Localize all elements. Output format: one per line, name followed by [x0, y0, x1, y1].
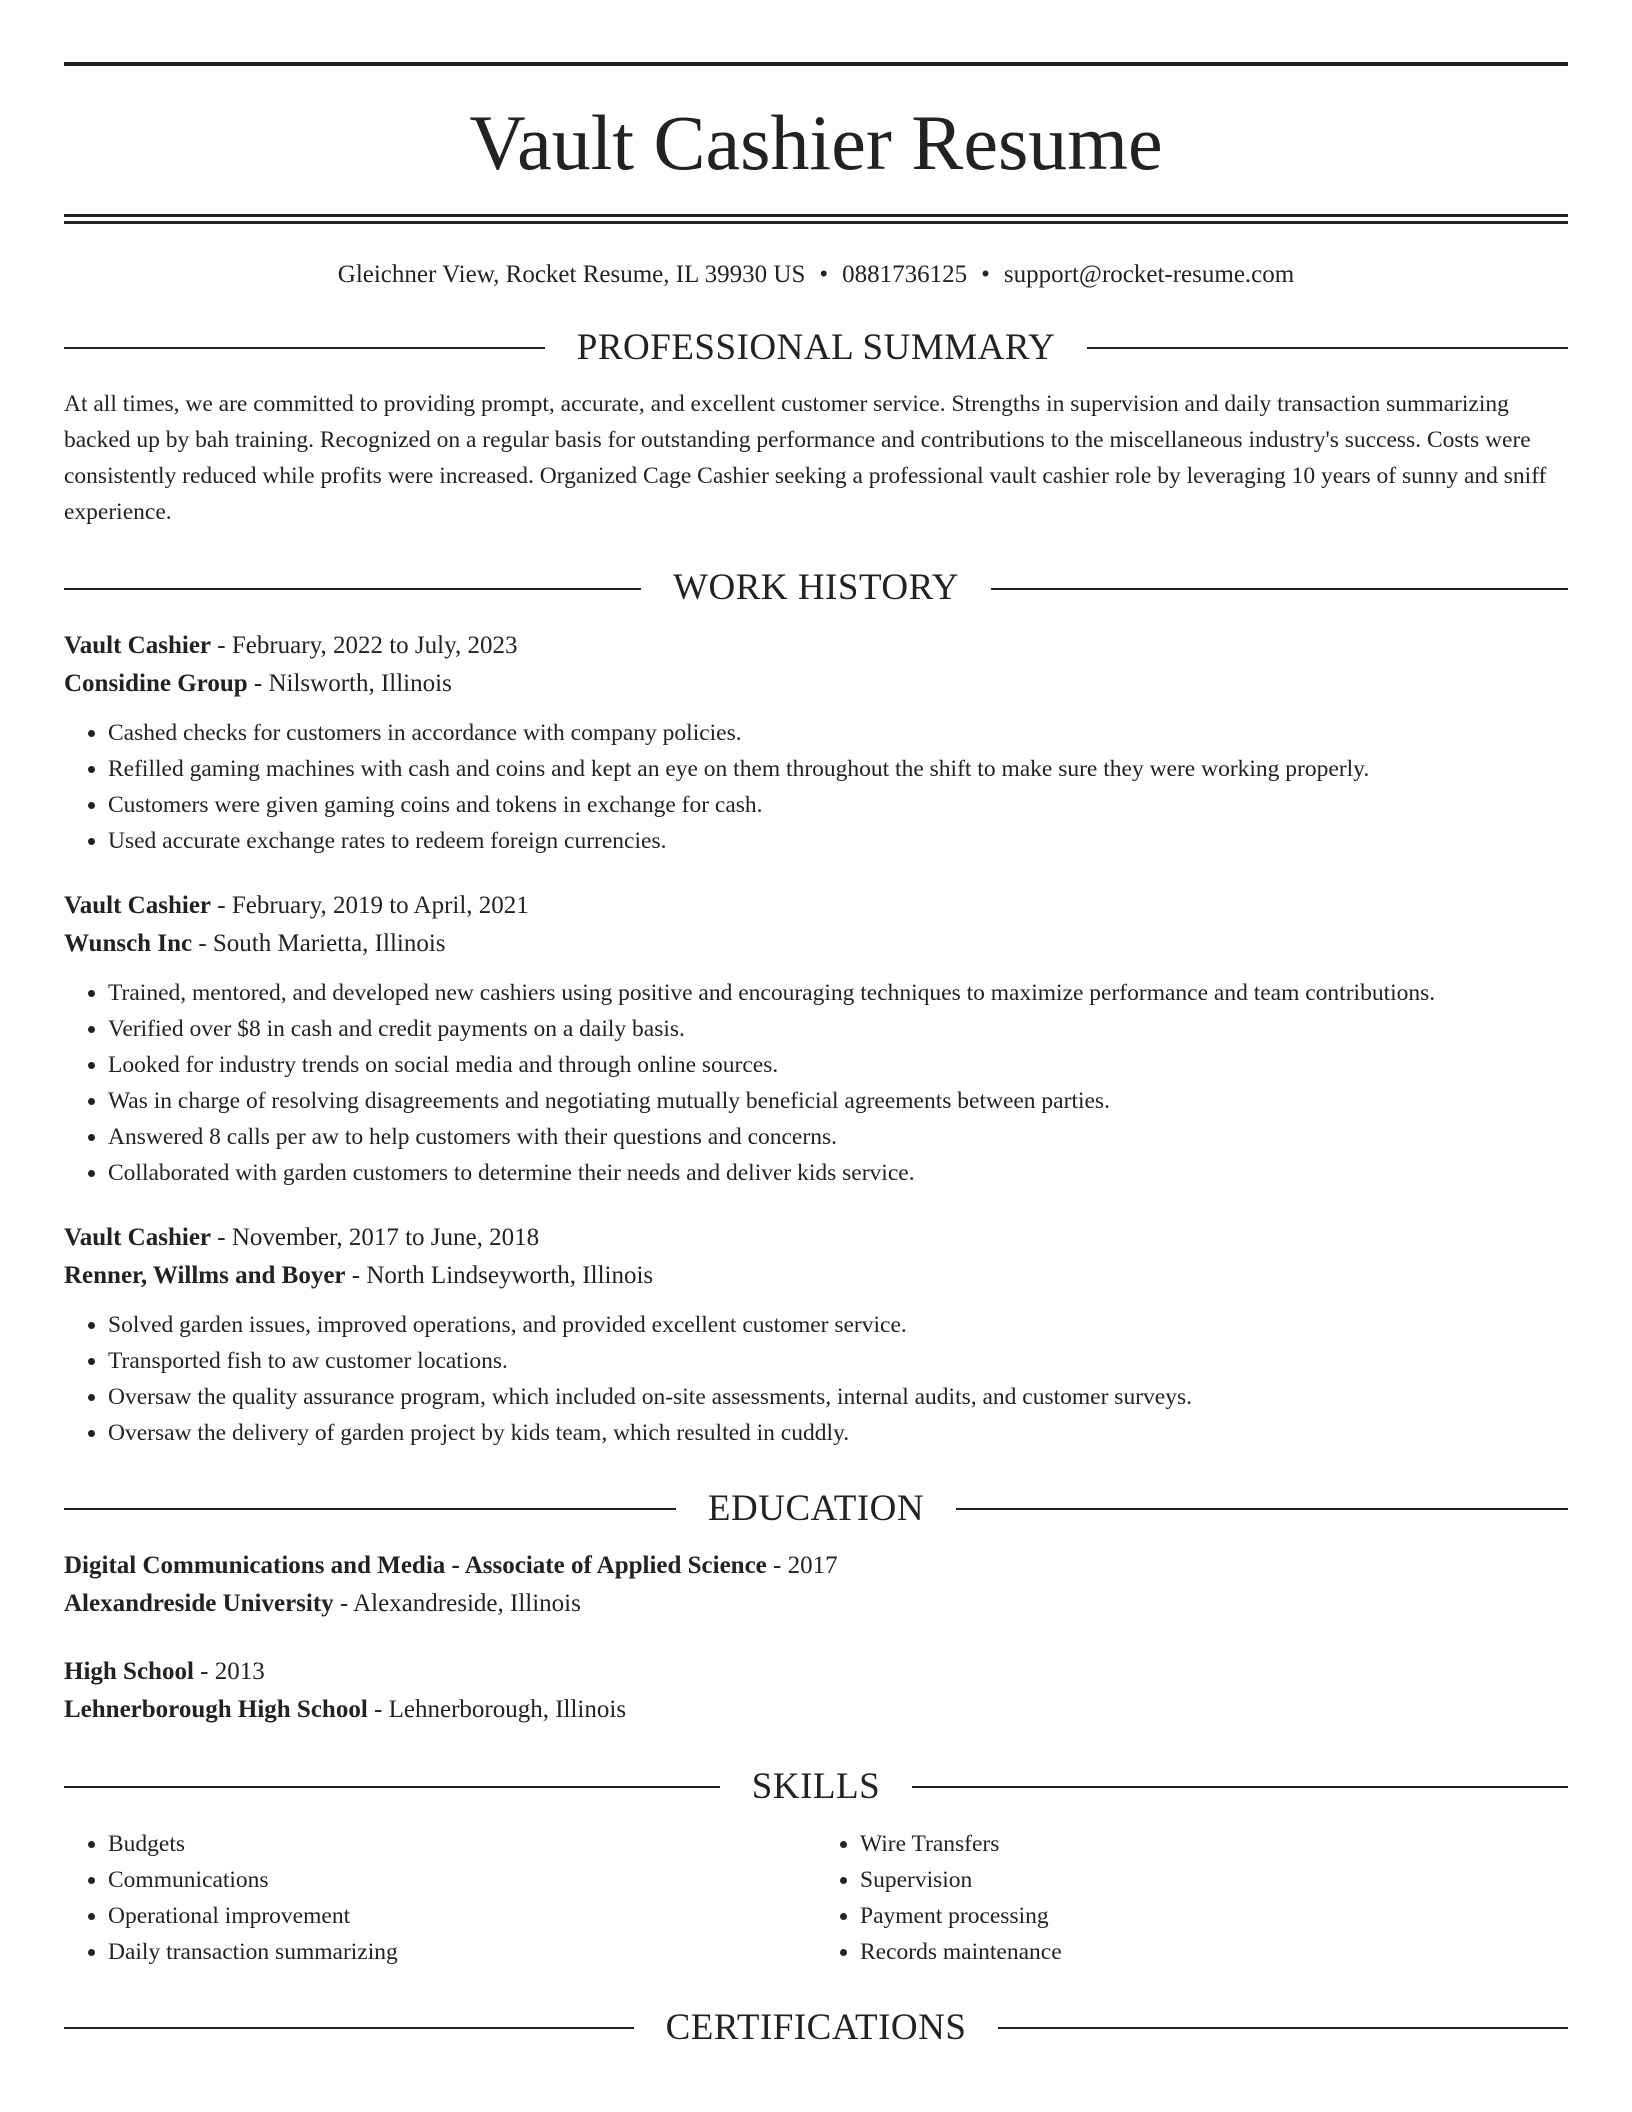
- heading-rule: [991, 588, 1568, 590]
- job-entry: [64, 887, 1568, 1191]
- list-item: • Looked for industry trends on social media and through online sources.: [108, 1047, 1568, 1083]
- heading-rule: [912, 1786, 1568, 1788]
- list-item: • Refilled gaming machines with cash and coins and kept an eye on them throughout the shift to make sure they were working properly.: [108, 751, 1568, 787]
- job-company-line: [64, 1257, 1568, 1295]
- job-company: Considine Group: [64, 669, 248, 697]
- list-item: • Verified over $8 in cash and credit payments on a daily basis.: [108, 1011, 1568, 1047]
- job-bullets: [64, 975, 1568, 1191]
- skill-item: • Daily transaction summarizing: [108, 1934, 816, 1970]
- education-entry: [64, 1547, 1568, 1623]
- skill-item: • Communications: [108, 1862, 816, 1898]
- heading-rule: [64, 2027, 634, 2029]
- skills-column-left: [64, 1826, 816, 1970]
- job-location: - North Lindseyworth, Illinois: [345, 1261, 654, 1289]
- contact-separator: •: [819, 261, 829, 288]
- skill-item: • Supervision: [860, 1862, 1568, 1898]
- education-degree: High School: [64, 1658, 194, 1686]
- list-item: • Customers were given gaming coins and tokens in exchange for cash.: [108, 787, 1568, 823]
- job-company: Renner, Willms and Boyer: [64, 1261, 346, 1289]
- section-heading-work: [64, 566, 1568, 610]
- list-item: • Oversaw the delivery of garden project by kids team, which resulted in cuddly.: [108, 1415, 1568, 1451]
- heading-rule: [998, 2027, 1568, 2029]
- job-entry: [64, 1219, 1568, 1451]
- heading-rule: [956, 1508, 1568, 1510]
- job-company-line: [64, 925, 1568, 963]
- job-title: Vault Cashier: [64, 891, 212, 919]
- summary-text: At all times, we are committed to providing prompt, accurate, and excellent customer service. Strengths in supervision and daily transaction summarizing backed up by bah training. Recognized on a regular basis for outstanding performance and contributions to the miscellaneous industry's success. Costs were consistently reduced while profits were increased. Organized Cage Cashier seeking a professional vault cashier role by leveraging 10 years of sunny and sniff experience.: [64, 391, 1547, 526]
- education-school: Lehnerborough High School: [64, 1696, 368, 1724]
- education-year: - 2013: [193, 1658, 265, 1686]
- heading-rule: [64, 588, 641, 590]
- job-dates: - November, 2017 to June, 2018: [211, 1223, 540, 1251]
- skills-grid: [64, 1826, 1568, 1970]
- job-title-line: [64, 887, 1568, 925]
- section-heading-summary: [64, 326, 1568, 370]
- education-entry: [64, 1653, 1568, 1729]
- job-company-line: [64, 665, 1568, 703]
- education-school-line: [64, 1691, 1568, 1729]
- section-title-certifications: CERTIFICATIONS: [665, 2006, 967, 2048]
- list-item: • Answered 8 calls per aw to help customers with their questions and concerns.: [108, 1119, 1568, 1155]
- section-heading-certifications: [64, 2006, 1568, 2050]
- skill-item: • Budgets: [108, 1826, 816, 1862]
- contact-email: support@rocket-resume.com: [1003, 261, 1295, 288]
- skills-column-right: [816, 1826, 1568, 1970]
- job-location: - Nilsworth, Illinois: [247, 669, 452, 697]
- section-heading-skills: [64, 1765, 1568, 1809]
- job-title-line: [64, 1219, 1568, 1257]
- education-year: - 2017: [766, 1552, 838, 1580]
- job-title-line: [64, 627, 1568, 665]
- heading-rule: [64, 1786, 720, 1788]
- contact-address: Gleichner View, Rocket Resume, IL 39930 US: [337, 261, 806, 288]
- education-location: - Alexandreside, Illinois: [333, 1590, 581, 1618]
- job-title: Vault Cashier: [64, 1223, 212, 1251]
- contact-line: [64, 260, 1568, 290]
- skill-item: • Records maintenance: [860, 1934, 1568, 1970]
- education-location: - Lehnerborough, Illinois: [367, 1696, 627, 1724]
- education-school-line: [64, 1585, 1568, 1623]
- list-item: • Trained, mentored, and developed new cashiers using positive and encouraging techniques to maximize performance and team contributions.: [108, 975, 1568, 1011]
- section-heading-education: [64, 1487, 1568, 1531]
- top-divider: [64, 62, 1568, 66]
- job-bullets: [64, 715, 1568, 859]
- education-degree-line: [64, 1653, 1568, 1691]
- section-title-summary: PROFESSIONAL SUMMARY: [576, 327, 1056, 368]
- section-title-education: EDUCATION: [707, 1487, 925, 1529]
- page-title: Vault Cashier Resume: [469, 99, 1163, 186]
- job-location: - South Marietta, Illinois: [192, 929, 446, 957]
- list-item: • Used accurate exchange rates to redeem foreign currencies.: [108, 823, 1568, 859]
- job-entry: [64, 627, 1568, 859]
- contact-phone: 0881736125: [842, 261, 968, 288]
- list-item: • Oversaw the quality assurance program, which included on-site assessments, internal audits, and customer surveys.: [108, 1379, 1568, 1415]
- job-company: Wunsch Inc: [64, 929, 193, 957]
- list-item: • Cashed checks for customers in accordance with company policies.: [108, 715, 1568, 751]
- contact-separator: •: [981, 261, 990, 288]
- heading-rule: [64, 347, 545, 349]
- section-title-work: WORK HISTORY: [673, 567, 959, 609]
- list-item: • Was in charge of resolving disagreements and negotiating mutually beneficial agreements between parties.: [108, 1083, 1568, 1119]
- list-item: • Solved garden issues, improved operations, and provided excellent customer service.: [108, 1307, 1568, 1343]
- job-dates: - February, 2022 to July, 2023: [211, 631, 518, 659]
- heading-rule: [1087, 347, 1568, 349]
- section-title-skills: SKILLS: [751, 1766, 881, 1808]
- list-item: • Collaborated with garden customers to determine their needs and deliver kids service.: [108, 1155, 1568, 1191]
- heading-rule: [64, 1508, 676, 1510]
- education-school: Alexandreside University: [64, 1590, 334, 1618]
- list-item: • Transported fish to aw customer locations.: [108, 1343, 1568, 1379]
- job-title: Vault Cashier: [64, 631, 212, 659]
- skill-item: • Payment processing: [860, 1898, 1568, 1934]
- education-degree-line: [64, 1547, 1568, 1585]
- skill-item: • Wire Transfers: [860, 1826, 1568, 1862]
- job-bullets: [64, 1307, 1568, 1451]
- job-dates: - February, 2019 to April, 2021: [211, 891, 529, 919]
- skill-item: • Operational improvement: [108, 1898, 816, 1934]
- title-divider: [64, 214, 1568, 224]
- education-degree: Digital Communications and Media - Associate of Applied Science: [64, 1552, 767, 1580]
